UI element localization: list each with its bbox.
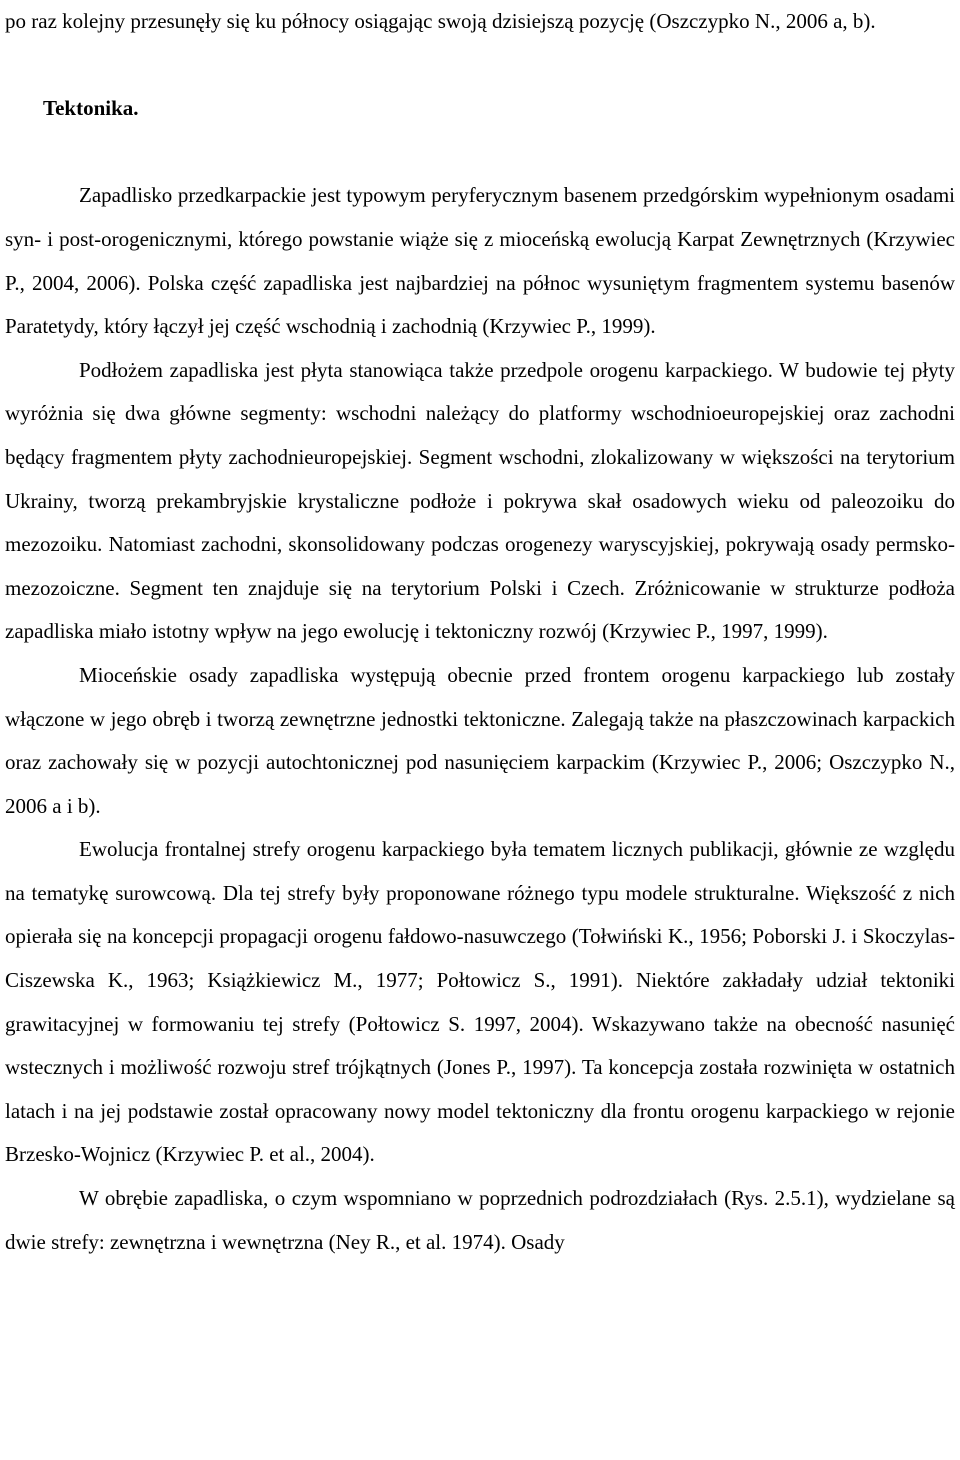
paragraph-miocene-deposits: Mioceńskie osady zapadliska występują obecnie przed frontem orogenu karpackiego lub zostały włączone w jego obręb i tworzą zewnętrzne jednostki tektoniczne. Zalegają także na płaszczowinach karpackich oraz zachowały się w pozycji autochtonicznej pod nasunięciem karpackim (Krzywiec P., 2006; Oszczypko N., 2006 a i b). — [5, 662, 955, 818]
intro-paragraph: po raz kolejny przesunęły się ku północy osiągając swoją dzisiejszą pozycję (Oszczypko N., 2006 a, b). — [5, 9, 876, 33]
paragraph-basement: Podłożem zapadliska jest płyta stanowiąca także przedpole orogenu karpackiego. W budowie tej płyty wyróżnia się dwa główne segmenty: wschodni należący do platformy wschodnioeuropejskiej oraz zachodni będący fragmentem płyty zachodnieuropejskiej. Segment wschodni, zlokalizowany w większości na terytorium Ukrainy, tworzą prekambryjskie krystaliczne podłoże i pokrywa skał osadowych wieku od paleozoiku do mezozoiku. Natomiast zachodni, skonsolidowany podczas orogenezy waryscyjskiej, pokrywają osady permsko-mezozoiczne. Segment ten znajduje się na terytorium Polski i Czech. Zróżnicowanie w strukturze podłoża zapadliska miało istotny wpływ na jego ewolucję i tektoniczny rozwój (Krzywiec P., 1997, 1999). — [5, 357, 955, 644]
paragraph-frontal-zone: Ewolucja frontalnej strefy orogenu karpackiego była tematem licznych publikacji, głównie ze względu na tematykę surowcową. Dla tej strefy były proponowane różnego typu modele strukturalne. Większość z nich opierała się na koncepcji propagacji orogenu fałdowo-nasuwczego (Tołwiński K., 1956; Poborski J. i Skoczylas-Ciszewska K., 1963; Książkiewicz M., 1977; Połtowicz S., 1991). Niektóre zakładały udział tektoniki grawitacyjnej w formowaniu tej strefy (Połtowicz S. 1997, 2004). Wskazywano także na obecność nasunięć wstecznych i możliwość rozwoju stref trójkątnych (Jones P., 1997). Ta koncepcja została rozwinięta w ostatnich latach i na jej podstawie został opracowany nowy model tektoniczny dla frontu orogenu karpackiego w rejonie Brzesko-Wojnicz (Krzywiec P. et al., 2004). — [5, 837, 955, 1167]
paragraph-basin-overview: Zapadlisko przedkarpackie jest typowym peryferycznym basenem przedgórskim wypełnionym osadami syn- i post-orogenicznymi, którego powstanie wiąże się z mioceńską ewolucją Karpat Zewnętrznych (Krzywiec P., 2004, 2006). Polska część zapadliska jest najbardziej na północ wysuniętym fragmentem systemu basenów Paratetydy, który łączył jej część wschodnią i zachodnią (Krzywiec P., 1999). — [5, 183, 955, 339]
spacer — [5, 44, 955, 88]
paragraph-zones: W obrębie zapadliska, o czym wspomniano w poprzednich podrozdziałach (Rys. 2.5.1), wydzielane są dwie strefy: zewnętrzna i wewnętrzna (Ney R., et al. 1974). Osady — [5, 1186, 955, 1254]
document-page — [5, 0, 955, 1264]
spacer — [5, 131, 955, 175]
section-heading: Tektonika. — [43, 96, 139, 121]
